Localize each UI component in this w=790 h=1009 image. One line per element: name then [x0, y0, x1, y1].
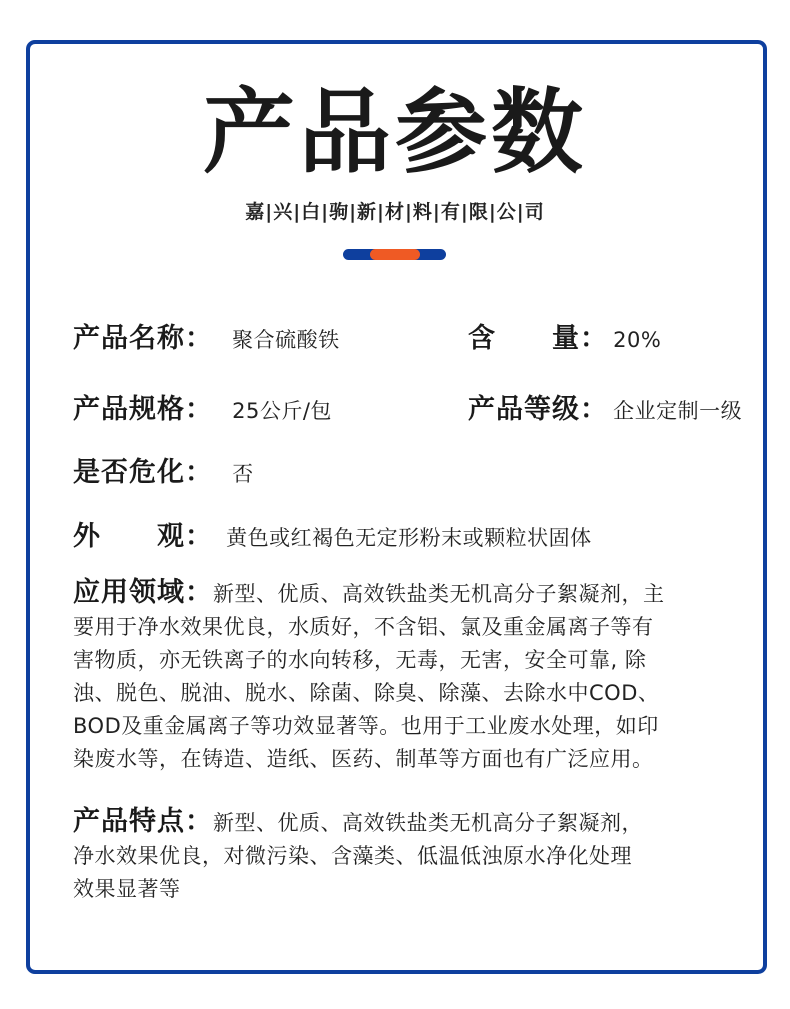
grade-row: [468, 387, 742, 426]
features-line: 净水效果优良，对微污染、含藻类、低温低浊原水净化处理: [73, 844, 632, 868]
application-line: 要用于净水效果优良，水质好，不含铝、氯及重金属离子等有: [73, 615, 654, 639]
appearance-row: [73, 514, 592, 553]
grade-label: 产品等级：: [468, 394, 608, 425]
divider-accent: [370, 249, 420, 260]
title-divider: [343, 249, 446, 260]
spec-label: 产品规格：: [73, 394, 213, 425]
application-label: 应用领域：: [73, 577, 213, 608]
application-text: 新型、优质、高效铁盐类无机高分子絮凝剂，主: [213, 582, 665, 606]
content-row: [468, 316, 661, 355]
application-section: [73, 576, 665, 776]
product-name-value: 聚合硫酸铁: [232, 328, 340, 352]
spec-value: 25公斤/包: [232, 399, 332, 423]
company-name: 嘉|兴|白|驹|新|材|料|有|限|公|司: [245, 201, 545, 223]
hazard-value: 否: [232, 462, 254, 486]
appearance-label: 外 观：: [73, 521, 213, 552]
features-label: 产品特点：: [73, 806, 213, 837]
content-value: 20%: [613, 328, 662, 352]
content-label: 含 量：: [468, 323, 608, 354]
product-name-row: [73, 316, 340, 355]
features-line: 效果显著等: [73, 877, 181, 901]
hazard-label: 是否危化：: [73, 457, 213, 488]
page-title: 产品参数: [202, 79, 587, 186]
features-text: 新型、优质、高效铁盐类无机高分子絮凝剂，: [213, 811, 643, 835]
spec-row: [73, 387, 332, 426]
hazard-row: [73, 450, 254, 489]
application-line: 浊、脱色、脱油、脱水、除菌、除臭、除藻、去除水中COD、: [73, 681, 660, 705]
application-line: [73, 576, 665, 611]
product-name-label: 产品名称：: [73, 323, 213, 354]
appearance-value: 黄色或红褐色无定形粉末或颗粒状固体: [226, 526, 592, 550]
features-section: [73, 805, 643, 906]
application-line: BOD及重金属离子等功效显著等。也用于工业废水处理，如印: [73, 714, 659, 738]
application-line: 染废水等，在铸造、造纸、医药、制革等方面也有广泛应用。: [73, 747, 654, 771]
grade-value: 企业定制一级: [613, 399, 743, 423]
features-line: [73, 805, 643, 840]
application-line: 害物质，亦无铁离子的水向转移，无毒，无害，安全可靠, 除: [73, 648, 647, 672]
